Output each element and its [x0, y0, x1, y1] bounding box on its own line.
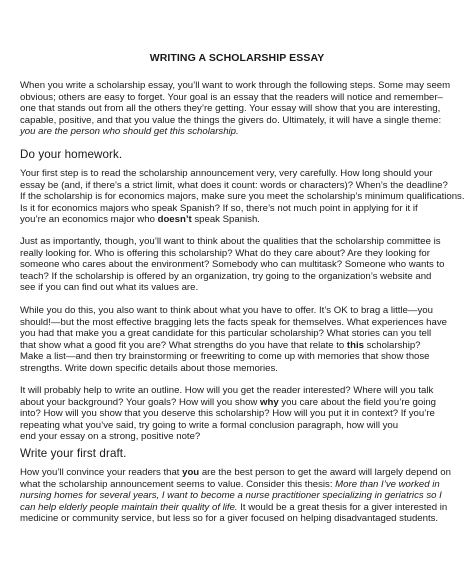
- text-line: [20, 479, 460, 491]
- text-run: should!—but the most effective bragging lets the facts speak for themselves. What experiences have: [20, 316, 447, 328]
- text-run: medicine or community service, but less so for a giver focused on helping disadvantaged students.: [20, 513, 439, 525]
- text-run: Just as importantly, though, you’ll want to think about the qualities that the scholarship committee is: [20, 236, 441, 247]
- text-run: When you write a scholarship essay, you’ll want to work through the following steps. Some may seem: [20, 80, 451, 91]
- emphasis-italic: you are the person who should get this scholarship.: [20, 126, 239, 138]
- text-run: you had that make you a great candidate for this particular scholarship? What stories can you tell: [20, 328, 432, 340]
- homework-paragraph-2: [20, 236, 460, 294]
- section-heading-first-draft: Write your first draft.: [20, 447, 127, 460]
- text-line: [20, 236, 460, 248]
- text-line: [20, 340, 460, 352]
- homework-paragraph-1: [20, 168, 465, 226]
- text-line: [20, 259, 460, 271]
- text-line: [20, 168, 460, 180]
- text-line: [20, 408, 460, 420]
- text-line: [20, 203, 460, 215]
- text-run: one that stands out from all the others they’re getting. Your essay will show that you are interesting,: [20, 103, 441, 115]
- emphasis-bold: why: [260, 396, 279, 408]
- text-run: How you’ll convince your readers that: [20, 467, 183, 478]
- emphasis-bold: doesn’t: [157, 214, 192, 226]
- text-run: really looking for. Who is offering this scholarship? What do they care about? Are they looking for: [20, 247, 430, 259]
- text-run: It would be a great thesis for a giver interested in: [237, 501, 448, 513]
- text-run: see if you can find out what its values are.: [20, 282, 199, 294]
- text-run: If the scholarship is for economics majors, make sure you meet the scholarship’s minimum qualifications.: [20, 191, 465, 203]
- text-run: repeating what you’ve said, try going to write a formal conclusion paragraph, how will you: [20, 419, 399, 431]
- text-line: [20, 305, 460, 317]
- text-line: [20, 92, 460, 104]
- text-run: you’re an economics major who: [20, 214, 158, 226]
- homework-paragraph-3: [20, 305, 460, 375]
- text-line: [20, 271, 460, 283]
- text-line: [20, 103, 460, 115]
- text-line: [20, 385, 460, 397]
- text-run: scholarship?: [363, 339, 421, 351]
- text-run: that show what a good fit you are? What strengths do you have that relate to: [20, 339, 347, 351]
- emphasis-italic: nursing homes for several years, I want to become a nurse practitioner specializing in geriatrics so I: [20, 490, 442, 502]
- document-title: WRITING A SCHOLARSHIP ESSAY: [149, 52, 325, 64]
- text-line: [20, 363, 460, 375]
- text-run: Make a list—and then try brainstorming or freewriting to come up with memories that show those: [20, 351, 430, 363]
- emphasis-bold: you: [182, 467, 200, 478]
- text-line: [20, 180, 460, 192]
- text-line: [20, 282, 460, 294]
- emphasis-bold: this: [346, 339, 364, 351]
- text-line: [20, 351, 460, 363]
- text-line: [20, 467, 460, 479]
- text-run: essay be (and, if there’s a strict limit, what does it count: words or characters)? When’s the deadline?: [20, 179, 448, 191]
- text-run: what the scholarship announcement seems to value. Consider this thesis:: [20, 478, 336, 490]
- emphasis-italic: More than I’ve worked in: [335, 478, 440, 490]
- text-run: you care about the field you’re going: [278, 396, 437, 408]
- section-heading-homework: Do your homework.: [20, 148, 123, 161]
- text-line: [20, 115, 460, 127]
- homework-paragraph-4: [20, 385, 460, 443]
- text-run: teach? If the scholarship is offered by an organization, try going to the organization’s website and: [20, 270, 432, 282]
- text-line: [20, 502, 460, 514]
- text-run: Your first step is to read the scholarship announcement very, very carefully. How long should your: [20, 168, 433, 179]
- text-run: about your background? Your goals? How will you show: [20, 396, 260, 408]
- text-run: someone who cares about the environment? Somebody who can multitask? Someone who wants to: [20, 259, 445, 271]
- text-run: end your essay on a strong, positive note?: [20, 431, 201, 443]
- text-line: [20, 214, 460, 226]
- text-line: [20, 317, 460, 329]
- intro-paragraph: [20, 80, 460, 138]
- text-line: [20, 191, 465, 203]
- text-line: [20, 126, 460, 138]
- draft-paragraph-1: [20, 467, 460, 525]
- text-run: into? How will you show that you deserve this scholarship? How will you put it in context? If you’re: [20, 408, 435, 420]
- text-line: [20, 513, 460, 525]
- text-run: strengths. Write down specific details about those memories.: [20, 362, 278, 374]
- text-line: [20, 248, 460, 260]
- text-run: speak Spanish.: [191, 214, 260, 226]
- text-line: [20, 420, 460, 432]
- text-line: [20, 431, 460, 443]
- text-run: While you do this, you also want to think about what you have to offer. It’s OK to brag a little—you: [20, 305, 433, 316]
- text-line: [20, 397, 460, 409]
- text-line: [20, 490, 460, 502]
- emphasis-italic: can help elderly people maintain their quality of life.: [20, 501, 238, 513]
- text-line: [20, 80, 460, 92]
- text-run: obvious; others are easy to forget. Your goal is an essay that the readers will notice and remember–: [20, 91, 443, 103]
- text-line: [20, 328, 460, 340]
- text-run: capable, positive, and that you value the things the givers do. Ultimately, it will have a single theme:: [20, 114, 442, 126]
- text-run: It will probably help to write an outline. How will you get the reader interested? Where will you talk: [20, 385, 434, 396]
- text-run: are the best person to get the award will largely depend on: [199, 467, 451, 478]
- text-run: Is it for economics majors who speak Spanish? If so, there’s not much point in applying for it if: [20, 202, 418, 214]
